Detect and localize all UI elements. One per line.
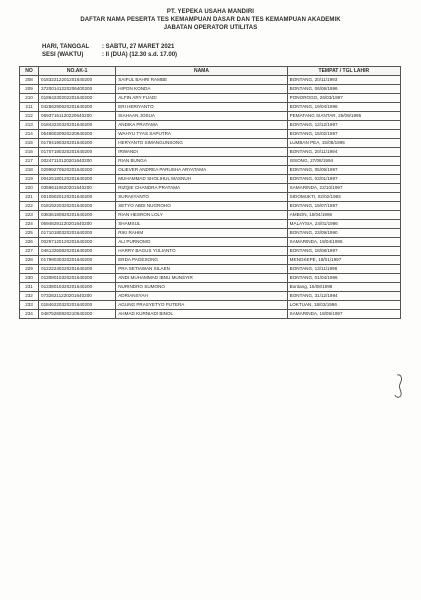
table-row: [20, 229, 401, 238]
row-nama: HERYANTO SIMANGUNSONG: [116, 139, 287, 148]
table-body: [20, 76, 401, 319]
row-no: 234: [20, 310, 39, 319]
row-nama: ALFIN ARY FUADI: [116, 94, 287, 103]
session-row: [42, 52, 177, 60]
company-name: PT. YEPEKA USAHA MANDIRI: [166, 9, 255, 15]
row-ttl: BONTANG, 01/04/1996: [287, 274, 400, 283]
table-row: [20, 256, 401, 265]
table-row: [20, 238, 401, 247]
row-nama: SHAMSUL: [116, 220, 287, 229]
table-row: [20, 274, 401, 283]
row-nama: HIPON KONDA: [116, 85, 287, 94]
row-no: 216: [20, 148, 39, 157]
row-ttl: Bontang, 16/08/1998: [287, 283, 400, 292]
row-nama: HARRY BAGUS YULIANTO: [116, 247, 287, 256]
row-ttl: BONTANG, 13/11/1996: [287, 265, 400, 274]
row-ttl: BONTANG, 23/09/1990: [287, 229, 400, 238]
row-no: 212: [20, 112, 39, 121]
table-row: [20, 193, 401, 202]
row-nama: SAIFUL BAHRI RAMBE: [116, 76, 287, 85]
row-no: 221: [20, 193, 39, 202]
document-header: [0, 8, 421, 32]
row-ttl: ISSONG, 27/08/1994: [287, 157, 400, 166]
row-ak1: 03596110620201640200: [39, 184, 116, 193]
row-ttl: BONTANG, 03/01/1997: [287, 175, 400, 184]
signature-mark: [391, 372, 409, 400]
row-ttl: LOKTUAN, 18/03/1996: [287, 301, 400, 310]
row-no: 228: [20, 256, 39, 265]
table-header-row: [20, 67, 401, 76]
row-ttl: SAMARINDA, 19/04/1995: [287, 238, 400, 247]
row-no: 211: [20, 103, 39, 112]
row-nama: ERDA PAGESONG: [116, 256, 287, 265]
table-row: [20, 148, 401, 157]
session-value: : II (DUA) (12.30 s.d. 17.00): [102, 51, 178, 58]
row-ttl: BONTANG, 06/06/1996: [287, 85, 400, 94]
row-no: 210: [20, 94, 39, 103]
row-no: 224: [20, 220, 39, 229]
row-ak1: 01707180320201640200: [39, 148, 116, 157]
row-ttl: LUMBAN PEA, 15/08/1995: [287, 139, 400, 148]
row-nama: ANDIKA PRATAMA: [116, 121, 287, 130]
row-ttl: BONTANG, 19/07/1997: [287, 202, 400, 211]
row-nama: IRWANDI: [116, 148, 287, 157]
row-ak1: 01222240220201640200: [39, 265, 116, 274]
row-nama: RIKI RAHIM: [116, 229, 287, 238]
row-nama: WAHYU TYAS SAPUTRA: [116, 130, 287, 139]
row-no: 209: [20, 85, 39, 94]
row-ttl: BONTANG, 05/06/1997: [287, 166, 400, 175]
row-ak1: 04875260820210640200: [39, 310, 116, 319]
row-ak1: 05486030920220640200: [39, 130, 116, 139]
row-no: 214: [20, 130, 39, 139]
row-ak1: 01308010320201640200: [39, 274, 116, 283]
row-no: 225: [20, 229, 39, 238]
row-no: 227: [20, 247, 39, 256]
row-no: 218: [20, 166, 39, 175]
row-nama: ADRIANSYAH: [116, 292, 287, 301]
row-ak1: 01799030320201640200: [39, 256, 116, 265]
row-ttl: BONTANG, 20/11/1993: [287, 76, 400, 85]
row-nama: MUHAMMAD SHOLIHUL MASNUH: [116, 175, 287, 184]
row-ttl: BONTANG, 20/11/1994: [287, 148, 400, 157]
table-row: [20, 283, 401, 292]
date-label: HARI, TANGGAL: [42, 44, 90, 50]
header-no: NO: [20, 67, 39, 76]
row-ak1: 01710180320201640200: [39, 229, 116, 238]
participant-table: [19, 66, 401, 319]
row-ttl: BONTANG, 31/12/1994: [287, 292, 400, 301]
row-ak1: 01846220320201640200: [39, 301, 116, 310]
row-no: 208: [20, 76, 39, 85]
session-label: SESI (WAKTU): [42, 51, 84, 58]
document-title: DAFTAR NAMA PESERTA TES KEMAMPUAN DASAR DAN TES KEMAMPUAN AKADEMIK: [80, 17, 341, 23]
row-ak1: 04256290620201640200: [39, 103, 116, 112]
row-ttl: BONTANG, 18/08/1997: [287, 247, 400, 256]
row-nama: RIZQIE CHANDRA PRATAMA: [116, 184, 287, 193]
row-ak1: 03836180820201640200: [39, 211, 116, 220]
row-ttl: PONOROGO, 26/03/1997: [287, 94, 400, 103]
row-ak1: 04613260820201640200: [39, 247, 116, 256]
table-row: [20, 310, 401, 319]
row-ttl: SAMARINDA, 18/05/1997: [287, 310, 400, 319]
row-ak1: 00247110120201640200: [39, 157, 116, 166]
row-no: 222: [20, 202, 39, 211]
row-nama: ERI HERIYANTO: [116, 103, 287, 112]
row-nama: PRA SETIAWAN SILAEN: [116, 265, 287, 274]
table-row: [20, 184, 401, 193]
row-no: 219: [20, 175, 39, 184]
row-ak1: 02999270520201640200: [39, 166, 116, 175]
date-row: [42, 44, 177, 52]
table-row: [20, 121, 401, 130]
row-nama: SETYO ABDI NUGROHO: [116, 202, 287, 211]
table-row: [20, 220, 401, 229]
row-ak1: 01864230202201640200: [39, 94, 116, 103]
row-nama: NURINDRO SUMONO: [116, 283, 287, 292]
row-ttl: PEMATANG SIANTAR, 25/09/1995: [287, 112, 400, 121]
table-row: [20, 292, 401, 301]
session-info: [42, 44, 177, 59]
row-ttl: SIDOMUKTI, 02/02/1993: [287, 193, 400, 202]
row-ak1: 00109020120201640200: [39, 193, 116, 202]
row-nama: RIAN HESRON LOLY: [116, 211, 287, 220]
table-row: [20, 85, 401, 94]
row-ak1: 06937151120220640200: [39, 112, 116, 121]
row-no: 231: [20, 283, 39, 292]
position-title: JABATAN OPERATOR UTILITAS: [163, 25, 258, 31]
header-ttl: TEMPAT / TGL LAHIR: [287, 67, 400, 76]
row-nama: AGUNG PRASYETYO PUTERA: [116, 301, 287, 310]
date-value: : SABTU, 27 MARET 2021: [102, 44, 175, 50]
table-row: [20, 175, 401, 184]
header-nama: NAMA: [116, 67, 287, 76]
row-ak1: 07328211220201640200: [39, 292, 116, 301]
table-row: [20, 103, 401, 112]
row-nama: SIAHAAN JOSUA: [116, 112, 287, 121]
row-nama: ANDI MUHAMMAD IBNU MUNSYIR: [116, 274, 287, 283]
row-no: 223: [20, 211, 39, 220]
row-no: 229: [20, 265, 39, 274]
table-row: [20, 211, 401, 220]
row-no: 226: [20, 238, 39, 247]
row-ttl: SAMARINDA, 22/10/1997: [287, 184, 400, 193]
row-ttl: BONTANG, 19/04/1996: [287, 103, 400, 112]
table-row: [20, 157, 401, 166]
row-nama: OLIEVER ANDREA PARUSHA ARYATAMA: [116, 166, 287, 175]
row-no: 230: [20, 274, 39, 283]
row-no: 217: [20, 157, 39, 166]
table-row: [20, 301, 401, 310]
row-no: 233: [20, 301, 39, 310]
header-ak1: NO.AK-1: [39, 67, 116, 76]
table-row: [20, 139, 401, 148]
row-ttl: BONTANG, 15/02/1997: [287, 130, 400, 139]
table-row: [20, 94, 401, 103]
row-ak1: 37200141220206400200: [39, 85, 116, 94]
table-row: [20, 130, 401, 139]
table-row: [20, 202, 401, 211]
row-nama: AHMAD KURNIADI BINOL: [116, 310, 287, 319]
table-row: [20, 76, 401, 85]
row-ak1: 01338010320201640200: [39, 283, 116, 292]
row-ak1: 01832212201201640200: [39, 76, 116, 85]
row-ak1: 01843220320201640200: [39, 121, 116, 130]
row-ak1: 06948291120201640200: [39, 220, 116, 229]
row-no: 220: [20, 184, 39, 193]
row-ttl: BONTANG, 12/12/1997: [287, 121, 400, 130]
table-row: [20, 247, 401, 256]
table-row: [20, 166, 401, 175]
table-row: [20, 112, 401, 121]
row-ttl: MENGKEPE, 18/01/1997: [287, 256, 400, 265]
row-nama: SURAIIYANTO: [116, 193, 287, 202]
row-no: 232: [20, 292, 39, 301]
row-ak1: 00425180120201640200: [39, 175, 116, 184]
row-ak1: 01819220320201640200: [39, 202, 116, 211]
row-ttl: MALAYSIA, 24/01/1996: [287, 220, 400, 229]
row-ak1: 01794190320201640200: [39, 139, 116, 148]
row-no: 215: [20, 139, 39, 148]
table-row: [20, 265, 401, 274]
row-no: 213: [20, 121, 39, 130]
row-nama: RIAN BUNGA: [116, 157, 287, 166]
row-ak1: 00297120120201640200: [39, 238, 116, 247]
row-ttl: AMBON, 15/04/1996: [287, 211, 400, 220]
row-nama: ALI PURNOMO: [116, 238, 287, 247]
